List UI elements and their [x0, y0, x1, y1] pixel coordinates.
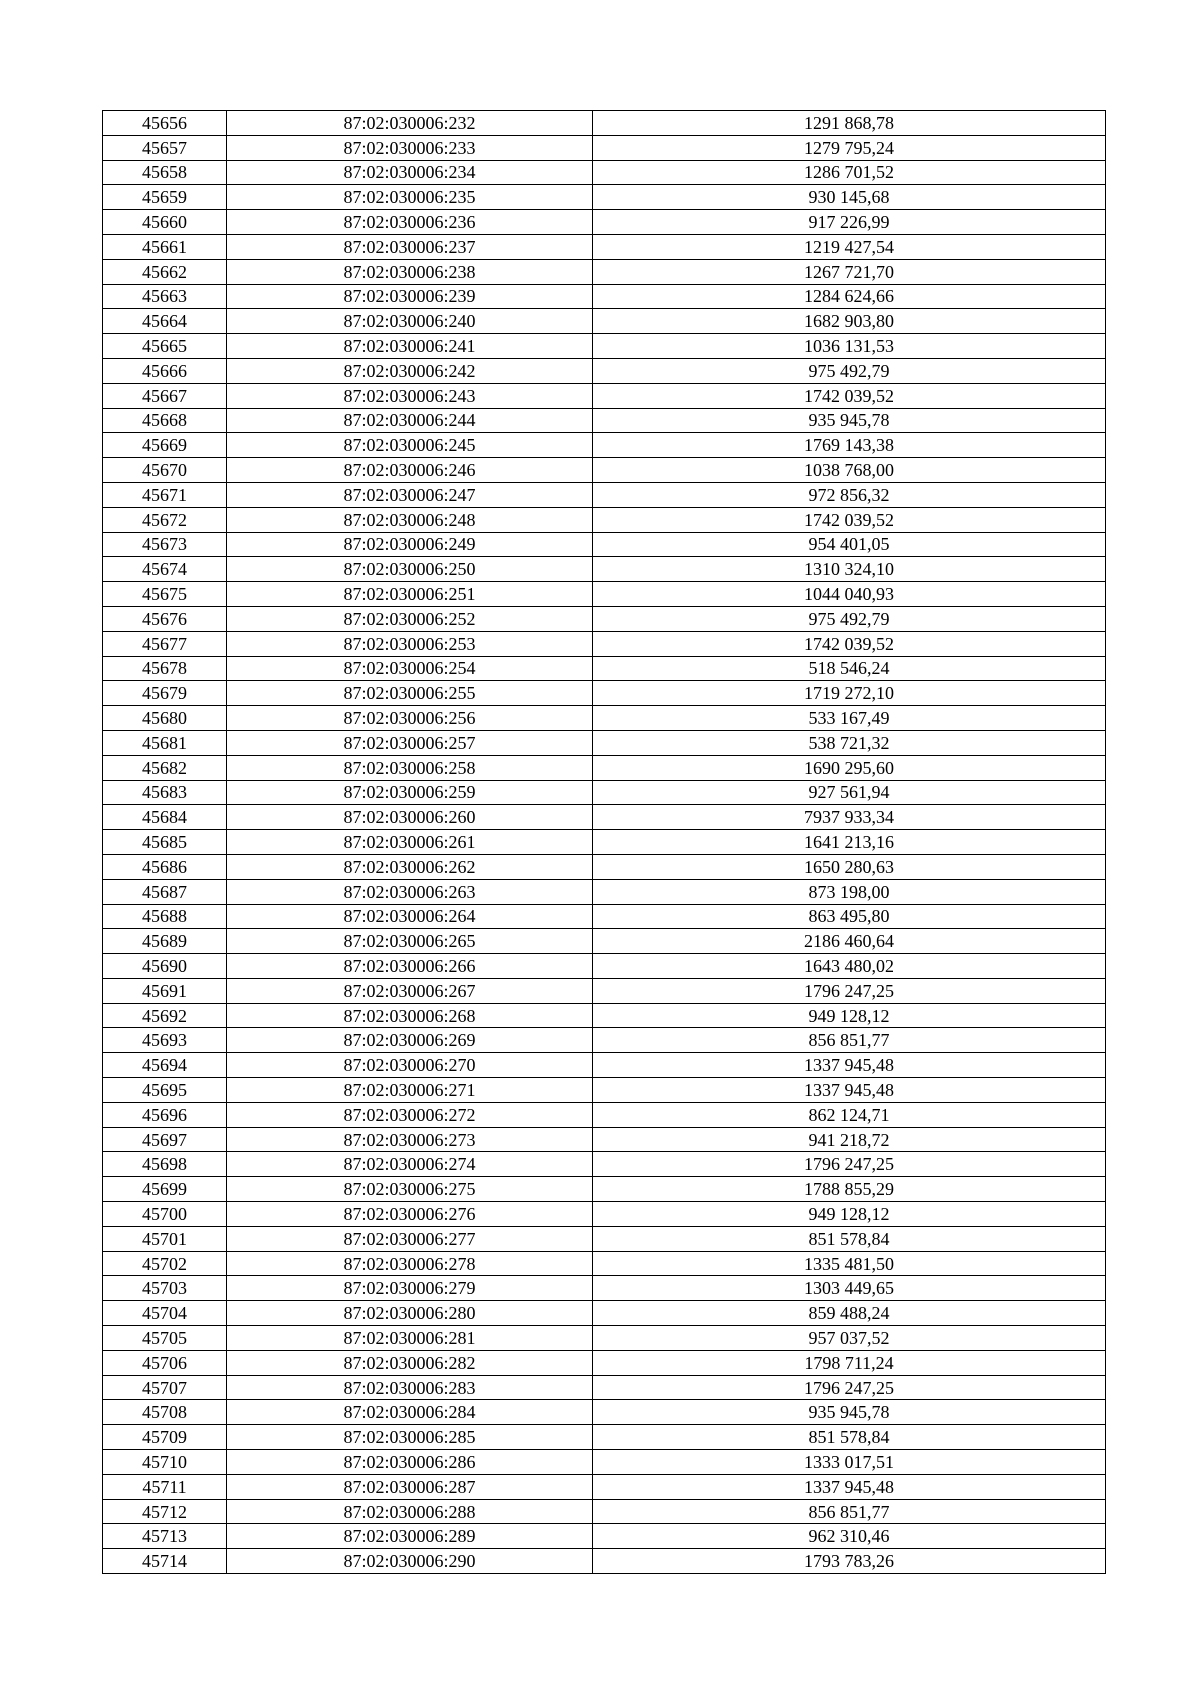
row-number-cell: 45695 — [103, 1078, 227, 1103]
cadastral-value-cell: 972 856,32 — [593, 482, 1106, 507]
table-row — [103, 210, 1106, 235]
table-row — [103, 1400, 1106, 1425]
cadastral-number-cell: 87:02:030006:255 — [227, 681, 593, 706]
cadastral-value-cell: 949 128,12 — [593, 1202, 1106, 1227]
table-row — [103, 1003, 1106, 1028]
table-row — [103, 879, 1106, 904]
row-number-cell: 45687 — [103, 879, 227, 904]
table-row — [103, 1102, 1106, 1127]
table-body — [103, 111, 1106, 1574]
cadastral-number-cell: 87:02:030006:249 — [227, 532, 593, 557]
table-row — [103, 854, 1106, 879]
cadastral-number-cell: 87:02:030006:254 — [227, 656, 593, 681]
cadastral-value-cell: 957 037,52 — [593, 1326, 1106, 1351]
row-number-cell: 45672 — [103, 507, 227, 532]
row-number-cell: 45698 — [103, 1152, 227, 1177]
row-number-cell: 45710 — [103, 1450, 227, 1475]
row-number-cell: 45706 — [103, 1350, 227, 1375]
table-row — [103, 954, 1106, 979]
cadastral-number-cell: 87:02:030006:242 — [227, 358, 593, 383]
table-row — [103, 656, 1106, 681]
cadastral-number-cell: 87:02:030006:263 — [227, 879, 593, 904]
cadastral-number-cell: 87:02:030006:253 — [227, 631, 593, 656]
cadastral-number-cell: 87:02:030006:258 — [227, 755, 593, 780]
cadastral-value-cell: 1798 711,24 — [593, 1350, 1106, 1375]
row-number-cell: 45669 — [103, 433, 227, 458]
cadastral-number-cell: 87:02:030006:279 — [227, 1276, 593, 1301]
row-number-cell: 45665 — [103, 334, 227, 359]
table-row — [103, 1276, 1106, 1301]
cadastral-number-cell: 87:02:030006:259 — [227, 780, 593, 805]
table-row — [103, 1326, 1106, 1351]
row-number-cell: 45678 — [103, 656, 227, 681]
row-number-cell: 45691 — [103, 978, 227, 1003]
cadastral-number-cell: 87:02:030006:240 — [227, 309, 593, 334]
cadastral-number-cell: 87:02:030006:288 — [227, 1499, 593, 1524]
cadastral-number-cell: 87:02:030006:241 — [227, 334, 593, 359]
row-number-cell: 45714 — [103, 1549, 227, 1574]
table-row — [103, 507, 1106, 532]
cadastral-value-cell: 2186 460,64 — [593, 929, 1106, 954]
row-number-cell: 45664 — [103, 309, 227, 334]
row-number-cell: 45656 — [103, 111, 227, 136]
table-row — [103, 730, 1106, 755]
cadastral-number-cell: 87:02:030006:283 — [227, 1375, 593, 1400]
cadastral-number-cell: 87:02:030006:248 — [227, 507, 593, 532]
row-number-cell: 45699 — [103, 1177, 227, 1202]
cadastral-value-cell: 935 945,78 — [593, 408, 1106, 433]
row-number-cell: 45707 — [103, 1375, 227, 1400]
cadastral-number-cell: 87:02:030006:267 — [227, 978, 593, 1003]
row-number-cell: 45673 — [103, 532, 227, 557]
table-row — [103, 1425, 1106, 1450]
row-number-cell: 45702 — [103, 1251, 227, 1276]
table-row — [103, 1474, 1106, 1499]
row-number-cell: 45705 — [103, 1326, 227, 1351]
row-number-cell: 45671 — [103, 482, 227, 507]
table-row — [103, 259, 1106, 284]
row-number-cell: 45694 — [103, 1053, 227, 1078]
cadastral-number-cell: 87:02:030006:251 — [227, 582, 593, 607]
cadastral-number-cell: 87:02:030006:281 — [227, 1326, 593, 1351]
cadastral-value-cell: 1335 481,50 — [593, 1251, 1106, 1276]
cadastral-value-cell: 1719 272,10 — [593, 681, 1106, 706]
cadastral-value-cell: 1769 143,38 — [593, 433, 1106, 458]
cadastral-value-cell: 1793 783,26 — [593, 1549, 1106, 1574]
table-row — [103, 1152, 1106, 1177]
table-row — [103, 185, 1106, 210]
cadastral-value-cell: 518 546,24 — [593, 656, 1106, 681]
cadastral-number-cell: 87:02:030006:272 — [227, 1102, 593, 1127]
cadastral-value-cell: 927 561,94 — [593, 780, 1106, 805]
row-number-cell: 45666 — [103, 358, 227, 383]
row-number-cell: 45692 — [103, 1003, 227, 1028]
cadastral-value-cell: 935 945,78 — [593, 1400, 1106, 1425]
table-row — [103, 383, 1106, 408]
cadastral-number-cell: 87:02:030006:262 — [227, 854, 593, 879]
cadastral-value-cell: 1788 855,29 — [593, 1177, 1106, 1202]
row-number-cell: 45668 — [103, 408, 227, 433]
table-row — [103, 1078, 1106, 1103]
cadastral-number-cell: 87:02:030006:237 — [227, 234, 593, 259]
row-number-cell: 45700 — [103, 1202, 227, 1227]
row-number-cell: 45693 — [103, 1028, 227, 1053]
table-row — [103, 582, 1106, 607]
cadastral-number-cell: 87:02:030006:264 — [227, 904, 593, 929]
cadastral-value-cell: 962 310,46 — [593, 1524, 1106, 1549]
cadastral-number-cell: 87:02:030006:266 — [227, 954, 593, 979]
row-number-cell: 45709 — [103, 1425, 227, 1450]
cadastral-value-cell: 851 578,84 — [593, 1226, 1106, 1251]
table-row — [103, 1226, 1106, 1251]
cadastral-value-cell: 538 721,32 — [593, 730, 1106, 755]
row-number-cell: 45697 — [103, 1127, 227, 1152]
row-number-cell: 45680 — [103, 706, 227, 731]
row-number-cell: 45679 — [103, 681, 227, 706]
cadastral-number-cell: 87:02:030006:282 — [227, 1350, 593, 1375]
cadastral-number-cell: 87:02:030006:245 — [227, 433, 593, 458]
row-number-cell: 45676 — [103, 606, 227, 631]
cadastral-number-cell: 87:02:030006:286 — [227, 1450, 593, 1475]
cadastral-number-cell: 87:02:030006:257 — [227, 730, 593, 755]
table-row — [103, 1202, 1106, 1227]
table-row — [103, 334, 1106, 359]
cadastral-value-cell: 859 488,24 — [593, 1301, 1106, 1326]
table-row — [103, 557, 1106, 582]
table-row — [103, 482, 1106, 507]
table-row — [103, 433, 1106, 458]
row-number-cell: 45675 — [103, 582, 227, 607]
table-row — [103, 830, 1106, 855]
cadastral-number-cell: 87:02:030006:243 — [227, 383, 593, 408]
cadastral-number-cell: 87:02:030006:271 — [227, 1078, 593, 1103]
cadastral-value-cell: 1742 039,52 — [593, 383, 1106, 408]
cadastral-value-cell: 856 851,77 — [593, 1028, 1106, 1053]
table-row — [103, 1301, 1106, 1326]
cadastral-number-cell: 87:02:030006:261 — [227, 830, 593, 855]
table-row — [103, 1028, 1106, 1053]
cadastral-value-cell: 1337 945,48 — [593, 1078, 1106, 1103]
table-row — [103, 135, 1106, 160]
cadastral-value-cell: 1337 945,48 — [593, 1053, 1106, 1078]
row-number-cell: 45677 — [103, 631, 227, 656]
table-row — [103, 1375, 1106, 1400]
cadastral-value-cell: 1036 131,53 — [593, 334, 1106, 359]
cadastral-number-cell: 87:02:030006:246 — [227, 458, 593, 483]
cadastral-value-cell: 856 851,77 — [593, 1499, 1106, 1524]
cadastral-value-cell: 1742 039,52 — [593, 507, 1106, 532]
cadastral-value-cell: 1044 040,93 — [593, 582, 1106, 607]
cadastral-number-cell: 87:02:030006:275 — [227, 1177, 593, 1202]
cadastral-value-cell: 1337 945,48 — [593, 1474, 1106, 1499]
cadastral-value-cell: 949 128,12 — [593, 1003, 1106, 1028]
cadastral-value-table — [102, 110, 1106, 1574]
row-number-cell: 45688 — [103, 904, 227, 929]
cadastral-value-cell: 862 124,71 — [593, 1102, 1106, 1127]
row-number-cell: 45659 — [103, 185, 227, 210]
cadastral-value-cell: 1310 324,10 — [593, 557, 1106, 582]
cadastral-value-cell: 1291 868,78 — [593, 111, 1106, 136]
row-number-cell: 45686 — [103, 854, 227, 879]
table-row — [103, 978, 1106, 1003]
table-row — [103, 681, 1106, 706]
table-row — [103, 805, 1106, 830]
row-number-cell: 45696 — [103, 1102, 227, 1127]
cadastral-number-cell: 87:02:030006:269 — [227, 1028, 593, 1053]
row-number-cell: 45701 — [103, 1226, 227, 1251]
cadastral-value-cell: 1267 721,70 — [593, 259, 1106, 284]
cadastral-number-cell: 87:02:030006:268 — [227, 1003, 593, 1028]
row-number-cell: 45690 — [103, 954, 227, 979]
cadastral-number-cell: 87:02:030006:278 — [227, 1251, 593, 1276]
cadastral-value-cell: 1742 039,52 — [593, 631, 1106, 656]
table-row — [103, 780, 1106, 805]
row-number-cell: 45712 — [103, 1499, 227, 1524]
cadastral-value-cell: 930 145,68 — [593, 185, 1106, 210]
row-number-cell: 45703 — [103, 1276, 227, 1301]
cadastral-number-cell: 87:02:030006:252 — [227, 606, 593, 631]
cadastral-value-cell: 1690 295,60 — [593, 755, 1106, 780]
cadastral-value-cell: 1641 213,16 — [593, 830, 1106, 855]
row-number-cell: 45685 — [103, 830, 227, 855]
cadastral-number-cell: 87:02:030006:239 — [227, 284, 593, 309]
table-row — [103, 358, 1106, 383]
row-number-cell: 45689 — [103, 929, 227, 954]
cadastral-value-cell: 1796 247,25 — [593, 1152, 1106, 1177]
cadastral-value-cell: 1682 903,80 — [593, 309, 1106, 334]
table-row — [103, 606, 1106, 631]
cadastral-number-cell: 87:02:030006:232 — [227, 111, 593, 136]
cadastral-value-cell: 954 401,05 — [593, 532, 1106, 557]
table-row — [103, 904, 1106, 929]
cadastral-value-cell: 1286 701,52 — [593, 160, 1106, 185]
row-number-cell: 45657 — [103, 135, 227, 160]
cadastral-value-cell: 941 218,72 — [593, 1127, 1106, 1152]
cadastral-value-cell: 1303 449,65 — [593, 1276, 1106, 1301]
cadastral-number-cell: 87:02:030006:285 — [227, 1425, 593, 1450]
cadastral-value-cell: 1796 247,25 — [593, 1375, 1106, 1400]
cadastral-number-cell: 87:02:030006:234 — [227, 160, 593, 185]
cadastral-value-cell: 533 167,49 — [593, 706, 1106, 731]
table-row — [103, 408, 1106, 433]
cadastral-value-cell: 1796 247,25 — [593, 978, 1106, 1003]
row-number-cell: 45711 — [103, 1474, 227, 1499]
table-row — [103, 1053, 1106, 1078]
table-row — [103, 1177, 1106, 1202]
cadastral-number-cell: 87:02:030006:235 — [227, 185, 593, 210]
table-row — [103, 755, 1106, 780]
cadastral-value-cell: 975 492,79 — [593, 358, 1106, 383]
table-row — [103, 309, 1106, 334]
row-number-cell: 45684 — [103, 805, 227, 830]
table-row — [103, 1127, 1106, 1152]
cadastral-value-cell: 917 226,99 — [593, 210, 1106, 235]
table-row — [103, 234, 1106, 259]
cadastral-number-cell: 87:02:030006:244 — [227, 408, 593, 433]
cadastral-number-cell: 87:02:030006:289 — [227, 1524, 593, 1549]
table-row — [103, 1350, 1106, 1375]
cadastral-value-cell: 975 492,79 — [593, 606, 1106, 631]
row-number-cell: 45682 — [103, 755, 227, 780]
cadastral-value-cell: 873 198,00 — [593, 879, 1106, 904]
row-number-cell: 45663 — [103, 284, 227, 309]
table-row — [103, 160, 1106, 185]
row-number-cell: 45662 — [103, 259, 227, 284]
row-number-cell: 45681 — [103, 730, 227, 755]
cadastral-value-cell: 1279 795,24 — [593, 135, 1106, 160]
cadastral-number-cell: 87:02:030006:233 — [227, 135, 593, 160]
cadastral-number-cell: 87:02:030006:277 — [227, 1226, 593, 1251]
cadastral-value-cell: 1333 017,51 — [593, 1450, 1106, 1475]
cadastral-number-cell: 87:02:030006:236 — [227, 210, 593, 235]
cadastral-value-cell: 1219 427,54 — [593, 234, 1106, 259]
cadastral-number-cell: 87:02:030006:250 — [227, 557, 593, 582]
row-number-cell: 45670 — [103, 458, 227, 483]
cadastral-number-cell: 87:02:030006:238 — [227, 259, 593, 284]
cadastral-number-cell: 87:02:030006:273 — [227, 1127, 593, 1152]
row-number-cell: 45658 — [103, 160, 227, 185]
cadastral-value-cell: 863 495,80 — [593, 904, 1106, 929]
table-row — [103, 1549, 1106, 1574]
row-number-cell: 45674 — [103, 557, 227, 582]
cadastral-number-cell: 87:02:030006:260 — [227, 805, 593, 830]
table-row — [103, 631, 1106, 656]
cadastral-value-cell: 851 578,84 — [593, 1425, 1106, 1450]
cadastral-number-cell: 87:02:030006:256 — [227, 706, 593, 731]
table-row — [103, 706, 1106, 731]
row-number-cell: 45713 — [103, 1524, 227, 1549]
cadastral-value-cell: 1650 280,63 — [593, 854, 1106, 879]
table-row — [103, 1499, 1106, 1524]
cadastral-number-cell: 87:02:030006:290 — [227, 1549, 593, 1574]
table-row — [103, 1251, 1106, 1276]
cadastral-number-cell: 87:02:030006:287 — [227, 1474, 593, 1499]
cadastral-number-cell: 87:02:030006:265 — [227, 929, 593, 954]
row-number-cell: 45704 — [103, 1301, 227, 1326]
table-row — [103, 1450, 1106, 1475]
cadastral-number-cell: 87:02:030006:276 — [227, 1202, 593, 1227]
row-number-cell: 45683 — [103, 780, 227, 805]
table-row — [103, 458, 1106, 483]
cadastral-number-cell: 87:02:030006:247 — [227, 482, 593, 507]
table-row — [103, 111, 1106, 136]
cadastral-number-cell: 87:02:030006:270 — [227, 1053, 593, 1078]
row-number-cell: 45661 — [103, 234, 227, 259]
table-row — [103, 532, 1106, 557]
cadastral-value-cell: 1284 624,66 — [593, 284, 1106, 309]
table-row — [103, 284, 1106, 309]
cadastral-number-cell: 87:02:030006:284 — [227, 1400, 593, 1425]
table-row — [103, 1524, 1106, 1549]
cadastral-number-cell: 87:02:030006:274 — [227, 1152, 593, 1177]
cadastral-number-cell: 87:02:030006:280 — [227, 1301, 593, 1326]
row-number-cell: 45667 — [103, 383, 227, 408]
row-number-cell: 45708 — [103, 1400, 227, 1425]
table-row — [103, 929, 1106, 954]
row-number-cell: 45660 — [103, 210, 227, 235]
cadastral-value-cell: 7937 933,34 — [593, 805, 1106, 830]
cadastral-value-cell: 1038 768,00 — [593, 458, 1106, 483]
cadastral-value-cell: 1643 480,02 — [593, 954, 1106, 979]
